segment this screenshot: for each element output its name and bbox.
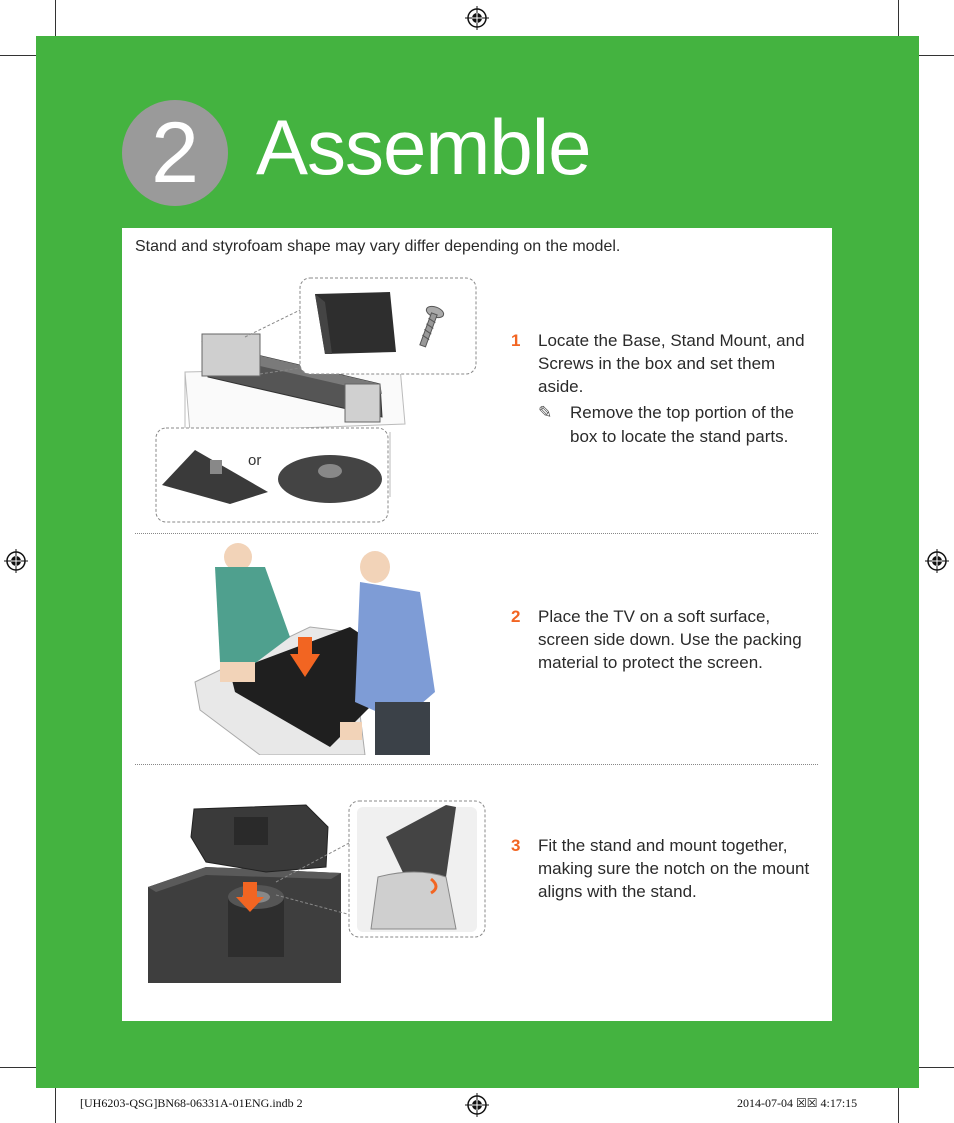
step-2-number: 2 (511, 607, 521, 626)
footer-file-name: [UH6203-QSG]BN68-06331A-01ENG.indb 2 (80, 1096, 303, 1110)
step-1-text (511, 329, 811, 449)
registration-mark-icon (465, 1093, 489, 1117)
intro-note: Stand and styrofoam shape may vary differ depending on the model. (135, 238, 621, 255)
step-2-text (511, 605, 811, 674)
or-label: or (248, 452, 262, 469)
crop-mark (918, 1067, 954, 1068)
section-divider (135, 533, 818, 534)
crop-mark (55, 0, 56, 36)
crop-mark (898, 0, 899, 36)
section-number: 2 (151, 105, 199, 201)
step-1-instruction: Locate the Base, Stand Mount, and Screws in the box and set them aside. (538, 331, 805, 396)
pencil-note-icon: ✎ (538, 403, 553, 422)
crop-mark (55, 1088, 56, 1123)
page-title: Assemble (256, 103, 591, 191)
footer-date-time: 2014-07-04 ☒☒ 4:17:15 (737, 1096, 858, 1110)
step-3-instruction: Fit the stand and mount together, making sure the notch on the mount aligns with the stand. (538, 836, 810, 901)
crop-mark (918, 55, 954, 56)
step-3-number: 3 (511, 836, 521, 855)
step-2-instruction: Place the TV on a soft surface, screen side down. Use the packing material to protect the screen. (538, 607, 802, 672)
registration-mark-icon (925, 549, 949, 573)
crop-mark (0, 55, 36, 56)
step2-illustration (190, 542, 440, 755)
step-3-text (511, 834, 811, 903)
crop-mark (0, 1067, 36, 1068)
step-1-number: 1 (511, 331, 521, 350)
crop-mark (898, 1088, 899, 1123)
step-1-note (538, 401, 811, 449)
registration-mark-icon (4, 549, 28, 573)
section-number-badge (122, 100, 228, 206)
step1-illustration (150, 272, 485, 527)
section-divider (135, 764, 818, 765)
step3-illustration (146, 797, 488, 983)
step-1-note-text: Remove the top portion of the box to locate the stand parts. (570, 403, 794, 446)
registration-mark-icon (465, 6, 489, 30)
